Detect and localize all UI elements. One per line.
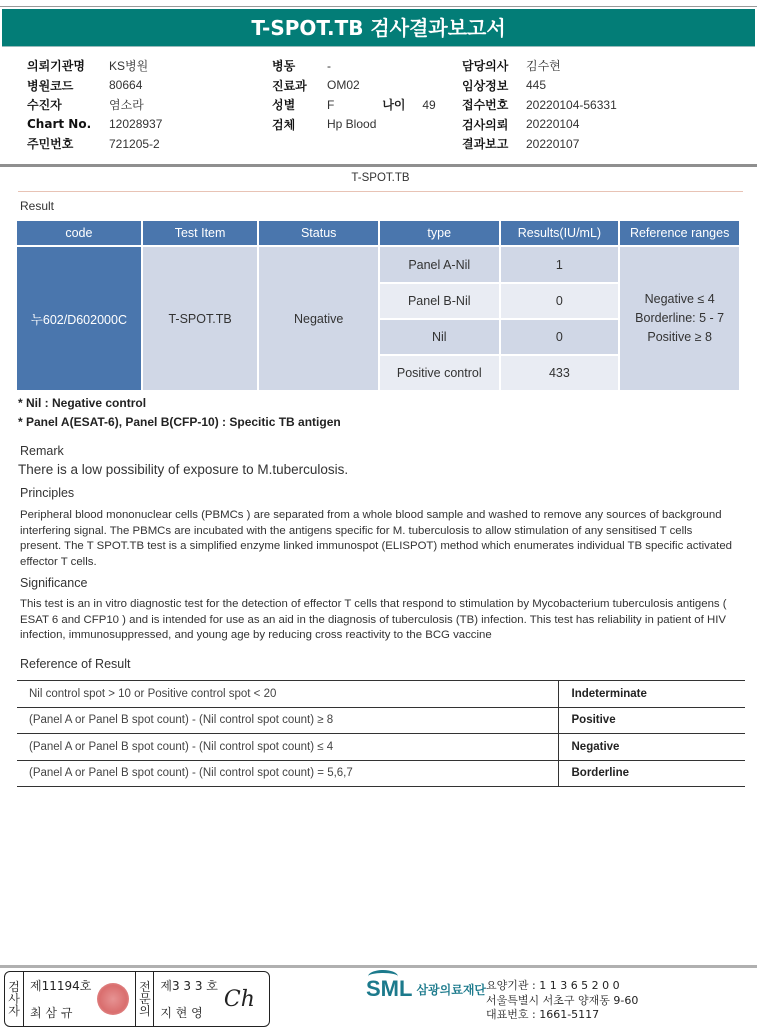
table-row <box>17 760 745 787</box>
cell-status: Negative <box>259 245 378 390</box>
value-department: OM02 <box>327 78 360 93</box>
table-row <box>17 734 745 761</box>
label-receipt-no: 접수번호 <box>462 98 509 113</box>
info-row-ward <box>272 56 436 76</box>
ref-condition: (Panel A or Panel B spot count) - (Nil control spot count) ≤ 4 <box>29 740 334 753</box>
cell-result: 0 <box>501 318 619 354</box>
value-ward: - <box>327 58 331 73</box>
label-ward: 병동 <box>272 59 296 74</box>
ref-condition: (Panel A or Panel B spot count) - (Nil control spot count) = 5,6,7 <box>29 767 353 780</box>
reference-positive: Positive ≥ 8 <box>647 330 712 344</box>
info-row-specimen <box>272 115 436 135</box>
window-top-border <box>0 0 757 7</box>
value-resident-no: 721205-2 <box>109 136 160 151</box>
reference-negative: Negative ≤ 4 <box>644 292 715 306</box>
examiner-label-char: 사 <box>8 992 20 1006</box>
table-row <box>17 681 745 708</box>
section-divider <box>0 164 757 167</box>
header-code: code <box>17 221 141 245</box>
info-row-sex <box>272 95 436 115</box>
value-hospital: KS병원 <box>109 59 149 74</box>
report-title: T-SPOT.TB 검사결과보고서 <box>2 9 755 47</box>
significance-heading: Significance <box>20 576 88 590</box>
header-test-item: Test Item <box>143 221 258 245</box>
results-table <box>15 221 741 390</box>
org-address <box>486 979 638 1023</box>
specialist-name: 지 현 영 <box>160 1006 203 1020</box>
value-sex: F <box>327 97 335 112</box>
org-address-line: 서울특별시 서초구 양재동 9-60 <box>486 993 639 1007</box>
reference-of-result-heading: Reference of Result <box>20 657 131 671</box>
specialist-label-char: 문 <box>139 992 151 1006</box>
footer-divider <box>0 965 757 968</box>
label-clinical-info: 임상정보 <box>462 78 509 93</box>
label-patient: 수진자 <box>27 98 62 113</box>
cell-test-item: T-SPOT.TB <box>143 245 258 390</box>
label-report-date: 결과보고 <box>462 137 509 152</box>
value-clinical-info: 445 <box>526 78 547 93</box>
ref-result: Borderline <box>558 760 745 787</box>
info-row-resident-no <box>27 134 162 154</box>
header-type: type <box>380 221 499 245</box>
footnotes <box>18 396 341 434</box>
value-doctor: 김수현 <box>526 59 561 74</box>
reference-of-result-table <box>17 680 745 787</box>
significance-text: This test is an in vitro diagnostic test for the detection of effector T cells that respond to stimulation by Mycobacterium tuberculosis antigens ( ESAT 6 and CFP10 ) and is intended for use as an aid in the diagnosis of tuberculosis (TB) infection. This test has reliability in patient of HIV infection, immunosuppressed, and young age by reducing cross reactivity to the BCG vaccine <box>20 598 727 641</box>
result-heading: Result <box>20 199 55 213</box>
ref-condition: (Panel A or Panel B spot count) - (Nil control spot count) ≥ 8 <box>29 714 334 727</box>
section-subtitle: T-SPOT.TB <box>18 172 743 192</box>
label-department: 진료과 <box>272 78 307 93</box>
info-column-1 <box>27 56 162 154</box>
org-institution-code: 요양기관 : 1 1 3 6 5 2 0 0 <box>486 979 620 992</box>
remark-heading: Remark <box>20 444 64 458</box>
org-logo <box>366 976 486 1002</box>
specialist-label-char: 의 <box>139 1004 151 1018</box>
label-doctor: 담당의사 <box>462 59 509 74</box>
table-row <box>17 707 745 734</box>
examiner-info <box>24 972 91 1026</box>
label-hospital-code: 병원코드 <box>27 78 74 93</box>
examiner-label-char: 자 <box>8 1004 20 1018</box>
signature-icon: Ch <box>223 986 255 1012</box>
examiner-license: 제11194호 <box>30 979 92 993</box>
value-hospital-code: 80664 <box>109 78 143 93</box>
info-row-report-date <box>462 134 617 154</box>
info-row-receipt-no <box>462 95 617 115</box>
header-results: Results(IU/mL) <box>501 221 619 245</box>
value-request-date: 20220104 <box>526 117 580 132</box>
label-request-date: 검사의뢰 <box>462 117 509 132</box>
sml-logo-icon: SML <box>366 976 413 1001</box>
cell-type: Positive control <box>380 354 499 390</box>
info-row-patient <box>27 95 162 115</box>
signature-box <box>4 971 270 1027</box>
seal-stamp-icon <box>97 983 129 1015</box>
examiner-label <box>5 972 24 1026</box>
note-nil: * Nil : Negative control <box>18 396 147 410</box>
cell-result: 433 <box>501 354 619 390</box>
info-row-hospital-code <box>27 76 162 96</box>
cell-type: Panel A-Nil <box>380 245 499 282</box>
label-sex: 성별 <box>272 98 296 113</box>
info-column-2 <box>272 56 436 134</box>
ref-result: Indeterminate <box>558 681 745 708</box>
info-row-department <box>272 76 436 96</box>
value-chart-no: 12028937 <box>109 117 163 132</box>
header-status: Status <box>259 221 378 245</box>
label-resident-no: 주민번호 <box>27 137 74 152</box>
label-specimen: 검체 <box>272 117 296 132</box>
cell-code: 누602/D602000C <box>17 245 141 390</box>
note-panels: * Panel A(ESAT-6), Panel B(CFP-10) : Specitic TB antigen <box>18 415 341 429</box>
principles-text: Peripheral blood mononuclear cells (PBMCs ) are separated from a whole blood sample and washed to remove any sources of background interfering signal. The PBMCs are incubated with the antigens specific for M. tuberculosis to allow stimulation of any sensitised T cells present. The T SPOT.TB test is a simplified enzyme linked immunospot (ELISPOT) method which enumerates individual TB specific activated effector T cells. <box>20 509 733 568</box>
label-hospital: 의뢰기관명 <box>27 59 85 74</box>
specialist-label-char: 전 <box>139 980 151 994</box>
label-chart-no: Chart No. <box>27 117 92 132</box>
ref-result: Negative <box>558 734 745 761</box>
cell-reference <box>620 245 739 390</box>
info-column-3 <box>462 56 617 154</box>
remark-text: There is a low possibility of exposure to M.tuberculosis. <box>18 462 349 477</box>
org-name: 삼광의료재단 <box>416 982 487 997</box>
principles-heading: Principles <box>20 486 75 500</box>
label-age: 나이 <box>382 98 406 113</box>
specialist-info <box>154 972 218 1026</box>
ref-result: Positive <box>558 707 745 734</box>
table-row <box>17 245 739 282</box>
value-age: 49 <box>422 97 436 112</box>
info-row-hospital <box>27 56 162 76</box>
org-phone: 대표번호 : 1661-5117 <box>486 1008 600 1021</box>
value-patient: 염소라 <box>109 98 144 113</box>
info-row-chart-no <box>27 115 162 135</box>
value-report-date: 20220107 <box>526 136 580 151</box>
info-row-doctor <box>462 56 617 76</box>
examiner-label-char: 검 <box>8 980 20 994</box>
ref-condition: Nil control spot > 10 or Positive control spot < 20 <box>29 687 277 700</box>
value-receipt-no: 20220104-56331 <box>526 97 617 112</box>
info-row-request-date <box>462 115 617 135</box>
cell-type: Panel B-Nil <box>380 282 499 318</box>
cell-result: 0 <box>501 282 619 318</box>
results-header-row <box>17 221 739 245</box>
header-reference: Reference ranges <box>620 221 739 245</box>
examiner-name: 최 삼 규 <box>30 1006 73 1020</box>
cell-result: 1 <box>501 245 619 282</box>
specialist-label <box>135 972 154 1026</box>
specialist-license: 제3 3 3 호 <box>160 979 218 993</box>
reference-borderline: Borderline: 5 - 7 <box>635 311 725 325</box>
info-row-clinical-info <box>462 76 617 96</box>
cell-type: Nil <box>380 318 499 354</box>
value-specimen: Hp Blood <box>327 117 377 132</box>
